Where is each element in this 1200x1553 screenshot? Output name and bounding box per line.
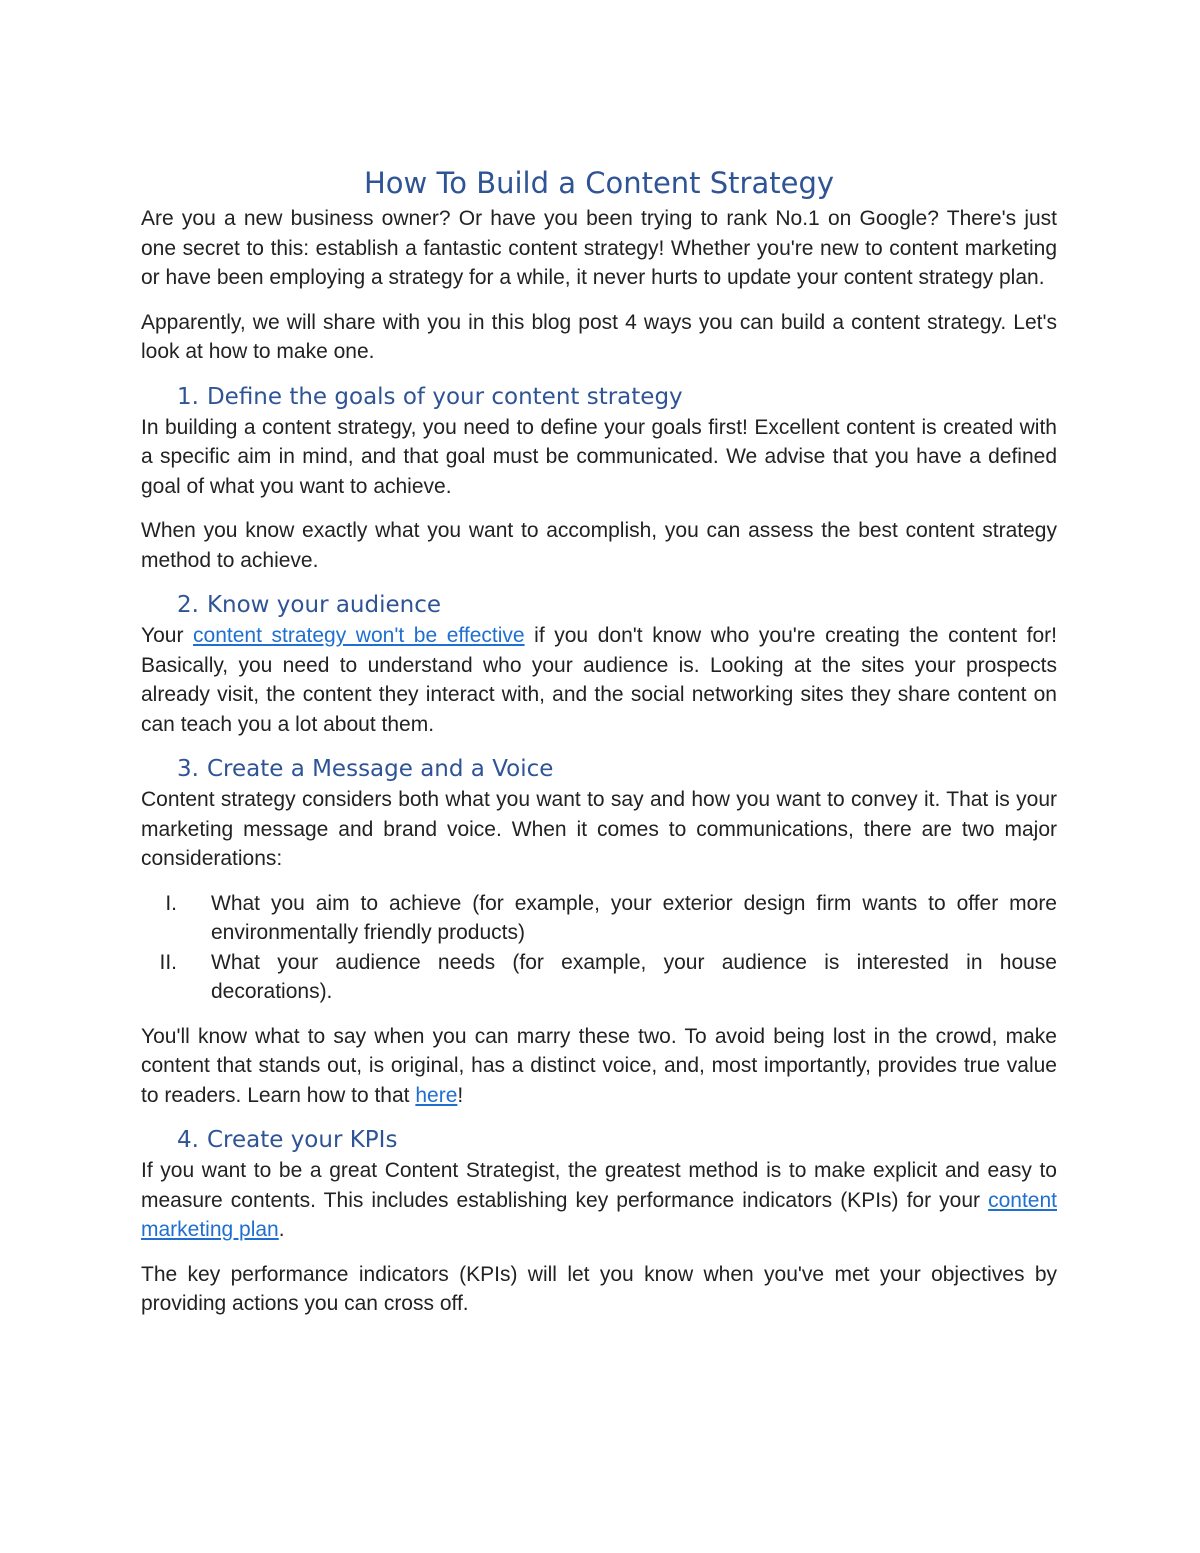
section-2-number: 2. — [177, 592, 199, 618]
section-2-title: Know your audience — [206, 592, 442, 618]
section-1-number: 1. — [177, 383, 199, 410]
section-3-number: 3. — [177, 756, 199, 782]
content-strategy-link[interactable]: content strategy won't be effective — [193, 624, 525, 647]
list-item — [141, 889, 1057, 948]
list-marker: I. — [165, 891, 177, 915]
section-4-text-before-link: If you want to be a great Content Strategist, the greatest method is to make explicit and easy to measure contents. This includes establishing key performance indicators (KPIs) for your — [141, 1159, 1057, 1212]
section-1-heading — [177, 382, 1057, 413]
list-item — [141, 948, 1057, 1007]
section-3-title: Create a Message and a Voice — [206, 756, 554, 782]
section-1-title: Define the goals of your content strategy — [206, 383, 683, 410]
section-4-heading — [177, 1125, 1057, 1156]
section-2-text-after-link: if you don't know who you're creating the content for! Basically, you need to understand who your audience is. Looking at the sites your prospects already visit, the content they interact with, and the social networking sites they share content on can teach you a lot about them. — [141, 624, 1057, 736]
section-2-text-before-link: Your — [141, 624, 194, 647]
section-3-text-after-link: ! — [457, 1083, 464, 1107]
section-3-heading — [177, 754, 1057, 785]
document-title: How To Build a Content Strategy — [363, 166, 835, 200]
section-4-title: Create your KPIs — [206, 1127, 398, 1153]
list-item-text: What you aim to achieve (for example, your exterior design firm wants to offer more environmentally friendly products) — [211, 891, 1057, 944]
section-1-paragraph-1: In building a content strategy, you need to define your goals first! Excellent content is created with a specific aim in mind, and that goal must be communicated. We advise that you have a defined goal of what you want to achieve. — [141, 415, 1057, 498]
list-item-text: What your audience needs (for example, your audience is interested in house decorations). — [211, 950, 1057, 1003]
here-link[interactable]: here — [415, 1083, 458, 1107]
section-2-paragraph-1 — [141, 621, 1057, 739]
section-1-paragraph-2: When you know exactly what you want to accomplish, you can assess the best content strategy method to achieve. — [141, 519, 1057, 572]
section-3-paragraph-1: Content strategy considers both what you want to say and how you want to convey it. That is your marketing message and brand voice. When it comes to communications, there are two major considerations: — [141, 788, 1057, 870]
section-3-text-before-link: You'll know what to say when you can marry these two. To avoid being lost in the crowd, make content that stands out, is original, has a distinct voice, and, most importantly, provides true value to readers. Learn how to that — [141, 1024, 1057, 1107]
section-4-paragraph-1 — [141, 1156, 1057, 1245]
list-marker: II. — [159, 950, 177, 974]
document-page — [141, 162, 1057, 1334]
section-3-paragraph-2 — [141, 1022, 1057, 1111]
section-4-text-after-link: . — [278, 1218, 285, 1241]
section-4-paragraph-2: The key performance indicators (KPIs) will let you know when you've met your objectives by providing actions you can cross off. — [141, 1262, 1057, 1315]
section-4-number: 4. — [177, 1127, 199, 1153]
intro-paragraph-2: Apparently, we will share with you in this blog post 4 ways you can build a content strategy. Let's look at how to make one. — [141, 310, 1057, 363]
considerations-list — [141, 889, 1057, 1007]
intro-paragraph-1: Are you a new business owner? Or have you been trying to rank No.1 on Google? There's just one secret to this: establish a fantastic content strategy! Whether you're new to content marketing or have been employing a strategy for a while, it never hurts to update your content strategy plan. — [141, 207, 1057, 289]
section-2-heading — [177, 590, 1057, 621]
content-marketing-plan-link[interactable]: content marketing plan — [141, 1188, 1057, 1241]
